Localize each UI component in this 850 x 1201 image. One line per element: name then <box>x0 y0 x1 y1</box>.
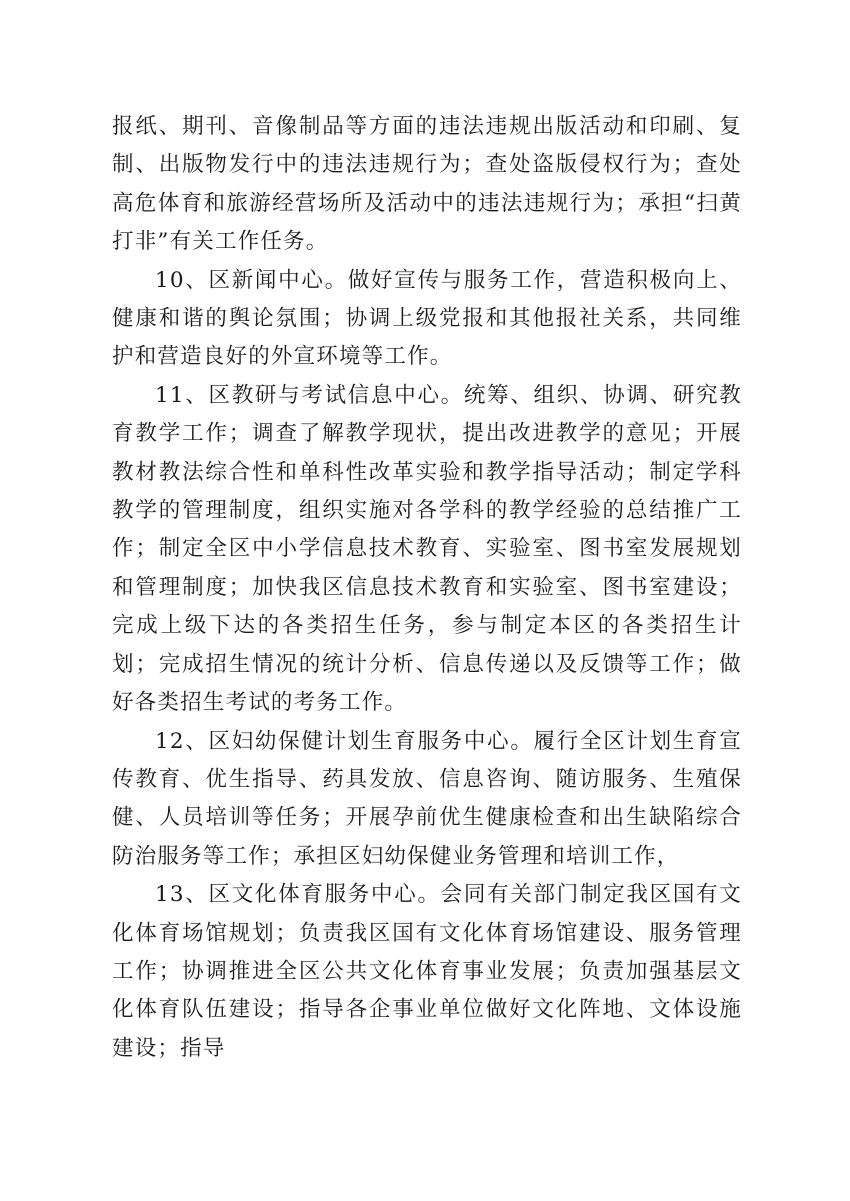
paragraph-item-10-news-center: 10、区新闻中心。做好宣传与服务工作，营造积极向上、健康和谐的舆论氛围；协调上级党报和其他报社关系，共同维护和营造良好的外宣环境等工作。 <box>112 267 742 370</box>
paragraph-item-11-teaching-research-exam-center: 11、区教研与考试信息中心。统筹、组织、协调、研究教育教学工作；调查了解教学现状，提出改进教学的意见；开展教材教法综合性和单科性改革实验和教学指导活动；制定学科教学的管理制度，组织实施对各学科的教学经验的总结推广工作；制定全区中小学信息技术教育、实验室、图书室发展规划和管理制度；加快我区信息技术教育和实验室、图书室建设；完成上级下达的各类招生任务，参与制定本区的各类招生计划；完成招生情况的统计分析、信息传递以及反馈等工作；做好各类招生考试的考务工作。 <box>112 382 742 716</box>
document-body <box>112 108 742 1068</box>
paragraph-item-13-culture-sports-center: 13、区文化体育服务中心。会同有关部门制定我区国有文化体育场馆规划；负责我区国有文化体育场馆建设、服务管理工作；协调推进全区公共文化体育事业发展；负责加强基层文化体育队伍建设；指导各企事业单位做好文化阵地、文体设施建设；指导 <box>112 882 742 1061</box>
paragraph-item-12-maternal-child-health-center: 12、区妇幼保健计划生育服务中心。履行全区计划生育宣传教育、优生指导、药具发放、信息咨询、随访服务、生殖保健、人员培训等任务；开展孕前优生健康检查和出生缺陷综合防治服务等工作；承担区妇幼保健业务管理和培训工作， <box>112 728 742 869</box>
paragraph-continuation: 报纸、期刊、音像制品等方面的违法违规出版活动和印刷、复制、出版物发行中的违法违规行为；查处盗版侵权行为；查处高危体育和旅游经营场所及活动中的违法违规行为；承担“扫黄打非”有关工作任务。 <box>112 114 742 255</box>
